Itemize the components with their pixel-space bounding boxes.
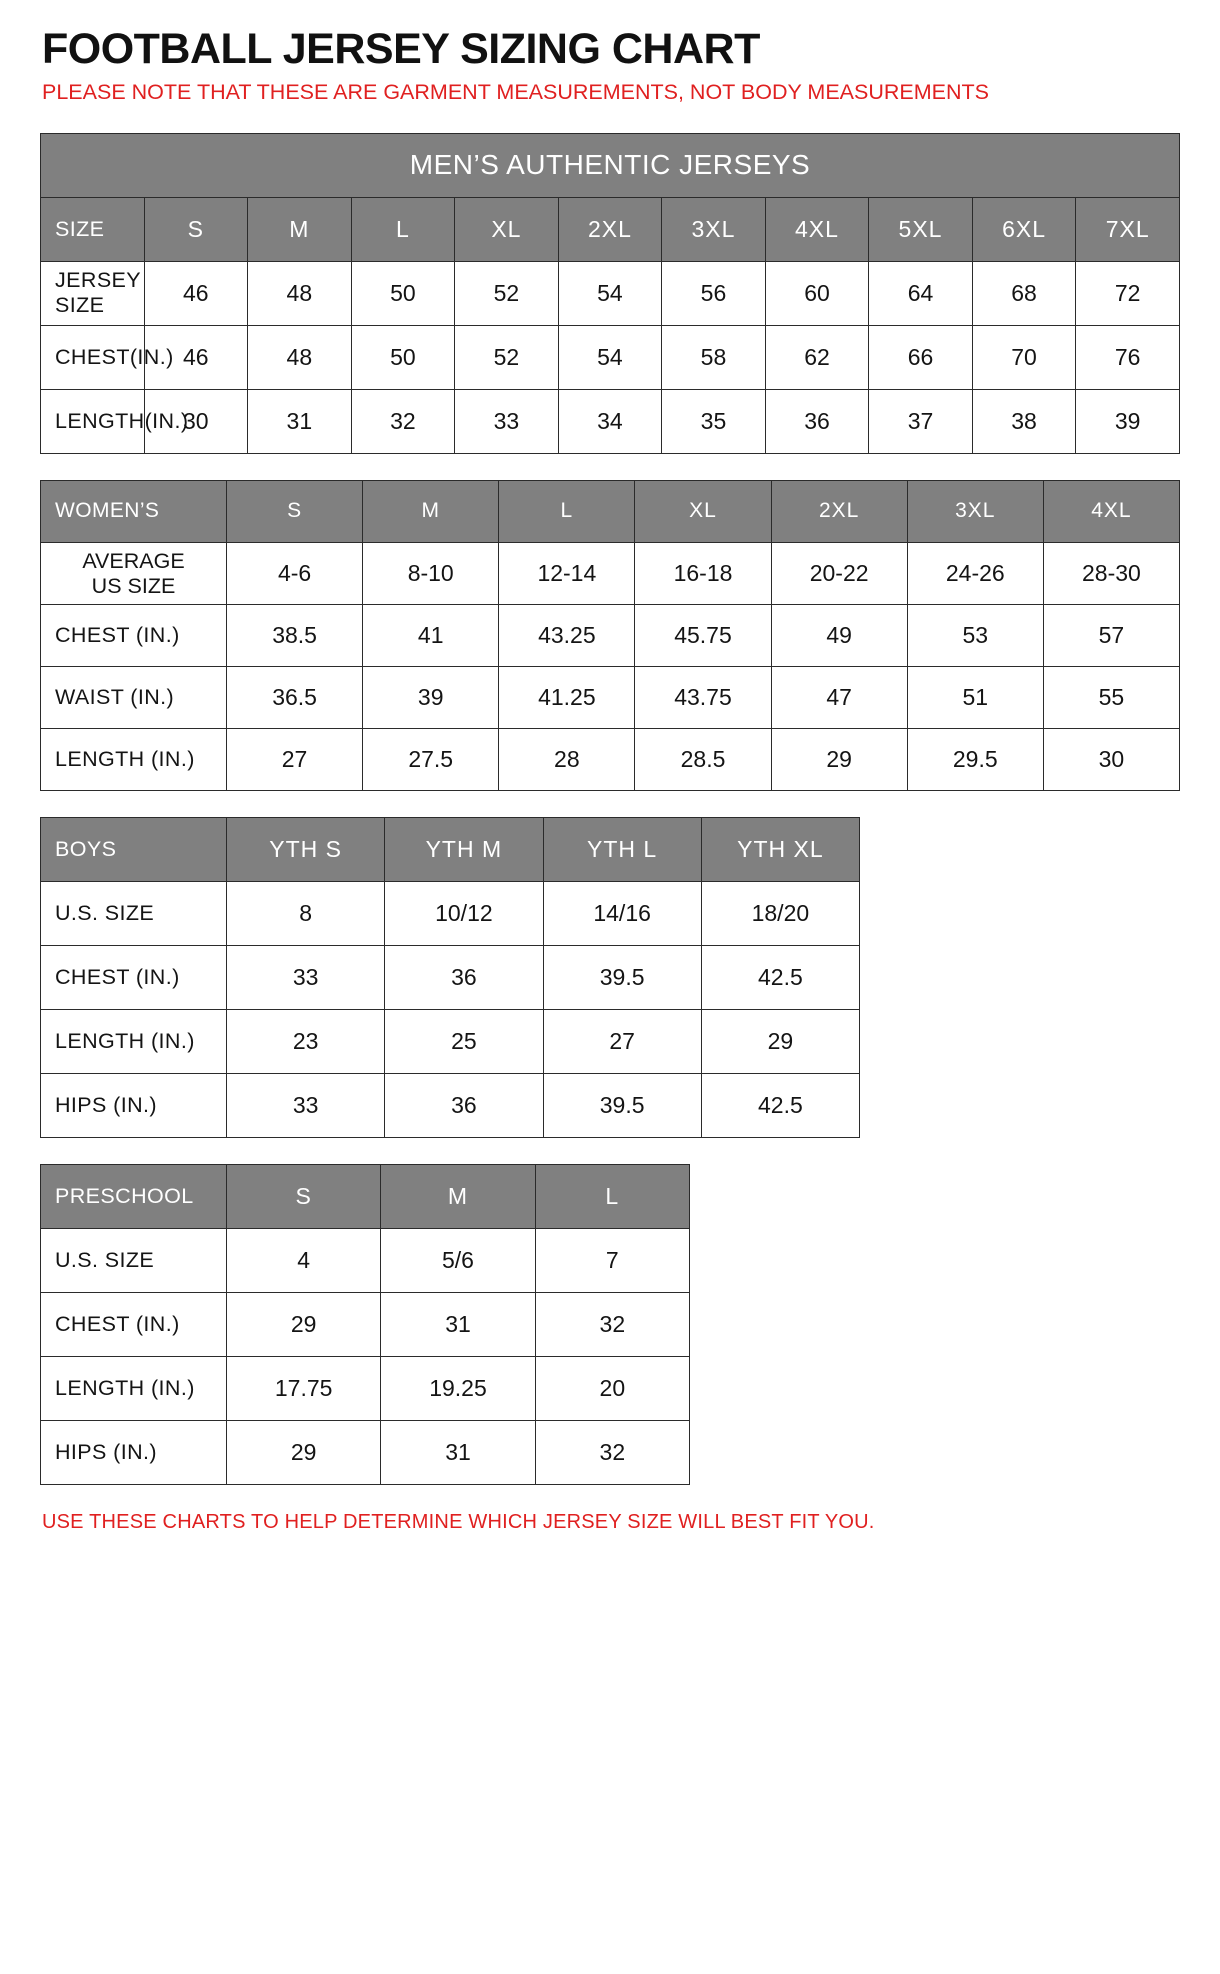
preschool-header-s: S <box>227 1165 381 1229</box>
womens-us-size-l: 12-14 <box>499 542 635 604</box>
mens-chest-2xl: 54 <box>558 325 662 389</box>
womens-chest-3xl: 53 <box>907 605 1043 667</box>
boys-length-yth-m: 25 <box>385 1010 543 1074</box>
footer-note: USE THESE CHARTS TO HELP DETERMINE WHICH JERSEY SIZE WILL BEST FIT YOU. <box>42 1511 875 1534</box>
womens-chest-4xl: 57 <box>1043 605 1179 667</box>
mens-jersey-size-6xl: 68 <box>972 261 1076 325</box>
boys-us-size-yth-m: 10/12 <box>385 882 543 946</box>
table-row <box>41 667 1180 729</box>
mens-length-2xl: 34 <box>558 389 662 453</box>
mens-length-7xl: 39 <box>1076 389 1180 453</box>
mens-length-s: 30 <box>144 389 248 453</box>
boys-hips-yth-m: 36 <box>385 1074 543 1138</box>
womens-us-size-2xl: 20-22 <box>771 542 907 604</box>
mens-header-5xl: 5XL <box>869 197 973 261</box>
womens-row-label-line1: AVERAGE <box>82 548 185 573</box>
womens-header-l: L <box>499 480 635 542</box>
mens-chest-xl: 52 <box>455 325 559 389</box>
mens-jersey-size-3xl: 56 <box>662 261 766 325</box>
mens-row-label-length: LENGTH(IN.) <box>41 389 145 453</box>
mens-chest-3xl: 58 <box>662 325 766 389</box>
preschool-header-row <box>41 1165 690 1229</box>
boys-header-yth-m: YTH M <box>385 818 543 882</box>
boys-hips-yth-xl: 42.5 <box>701 1074 859 1138</box>
mens-chest-m: 48 <box>248 325 352 389</box>
womens-waist-s: 36.5 <box>227 667 363 729</box>
boys-youth-jerseys-table <box>40 817 860 1138</box>
mens-header-m: M <box>248 197 352 261</box>
mens-row-label-jersey-size: JERSEY SIZE <box>41 261 145 325</box>
mens-chest-s: 46 <box>144 325 248 389</box>
table-row <box>41 542 1180 604</box>
table-row <box>41 946 860 1010</box>
table-row <box>41 1421 690 1485</box>
preschool-hips-l: 32 <box>535 1421 689 1485</box>
womens-header-4xl: 4XL <box>1043 480 1179 542</box>
womens-row-label-line2: US SIZE <box>91 573 176 598</box>
boys-row-label-hips: HIPS (IN.) <box>41 1074 227 1138</box>
womens-us-size-s: 4-6 <box>227 542 363 604</box>
womens-length-s: 27 <box>227 729 363 791</box>
mens-chest-4xl: 62 <box>765 325 869 389</box>
preschool-length-s: 17.75 <box>227 1357 381 1421</box>
preschool-row-label-hips: HIPS (IN.) <box>41 1421 227 1485</box>
womens-chest-l: 43.25 <box>499 605 635 667</box>
boys-header-label: BOYS <box>41 818 227 882</box>
preschool-us-size-l: 7 <box>535 1229 689 1293</box>
mens-chest-l: 50 <box>351 325 455 389</box>
womens-us-size-4xl: 28-30 <box>1043 542 1179 604</box>
table-row <box>41 1010 860 1074</box>
table-row <box>41 1293 690 1357</box>
preschool-hips-m: 31 <box>381 1421 535 1485</box>
mens-header-6xl: 6XL <box>972 197 1076 261</box>
mens-jersey-size-7xl: 72 <box>1076 261 1180 325</box>
mens-jersey-size-s: 46 <box>144 261 248 325</box>
boys-us-size-yth-l: 14/16 <box>543 882 701 946</box>
boys-header-row <box>41 818 860 882</box>
mens-jersey-size-2xl: 54 <box>558 261 662 325</box>
table-row <box>41 1357 690 1421</box>
boys-header-yth-s: YTH S <box>227 818 385 882</box>
womens-chest-2xl: 49 <box>771 605 907 667</box>
mens-length-l: 32 <box>351 389 455 453</box>
mens-row-label-chest: CHEST(IN.) <box>41 325 145 389</box>
womens-length-m: 27.5 <box>363 729 499 791</box>
mens-length-6xl: 38 <box>972 389 1076 453</box>
preschool-header-label: PRESCHOOL <box>41 1165 227 1229</box>
boys-row-label-length: LENGTH (IN.) <box>41 1010 227 1074</box>
womens-waist-2xl: 47 <box>771 667 907 729</box>
boys-header-yth-l: YTH L <box>543 818 701 882</box>
womens-row-label-waist: WAIST (IN.) <box>41 667 227 729</box>
womens-header-s: S <box>227 480 363 542</box>
boys-us-size-yth-xl: 18/20 <box>701 882 859 946</box>
womens-length-3xl: 29.5 <box>907 729 1043 791</box>
preschool-us-size-m: 5/6 <box>381 1229 535 1293</box>
boys-header-yth-xl: YTH XL <box>701 818 859 882</box>
womens-header-3xl: 3XL <box>907 480 1043 542</box>
mens-length-3xl: 35 <box>662 389 766 453</box>
mens-header-size: SIZE <box>41 197 145 261</box>
boys-row-label-chest: CHEST (IN.) <box>41 946 227 1010</box>
page-title: FOOTBALL JERSEY SIZING CHART <box>42 25 760 73</box>
mens-chest-7xl: 76 <box>1076 325 1180 389</box>
womens-us-size-xl: 16-18 <box>635 542 771 604</box>
womens-chest-xl: 45.75 <box>635 605 771 667</box>
womens-waist-4xl: 55 <box>1043 667 1179 729</box>
preschool-header-l: L <box>535 1165 689 1229</box>
preschool-jerseys-table <box>40 1164 690 1485</box>
womens-header-xl: XL <box>635 480 771 542</box>
preschool-us-size-s: 4 <box>227 1229 381 1293</box>
womens-length-4xl: 30 <box>1043 729 1179 791</box>
boys-length-yth-xl: 29 <box>701 1010 859 1074</box>
mens-jersey-size-4xl: 60 <box>765 261 869 325</box>
mens-header-7xl: 7XL <box>1076 197 1180 261</box>
womens-waist-l: 41.25 <box>499 667 635 729</box>
mens-chest-6xl: 70 <box>972 325 1076 389</box>
womens-waist-m: 39 <box>363 667 499 729</box>
boys-hips-yth-l: 39.5 <box>543 1074 701 1138</box>
womens-jerseys-table <box>40 480 1180 791</box>
mens-header-xl: XL <box>455 197 559 261</box>
mens-jersey-size-l: 50 <box>351 261 455 325</box>
womens-row-label-average-us-size <box>41 542 227 604</box>
womens-header-label: WOMEN’S <box>41 480 227 542</box>
mens-length-m: 31 <box>248 389 352 453</box>
table-row <box>41 261 1180 325</box>
mens-header-s: S <box>144 197 248 261</box>
table-row <box>41 1074 860 1138</box>
mens-length-xl: 33 <box>455 389 559 453</box>
mens-header-row <box>41 197 1180 261</box>
mens-banner-label: MEN’S AUTHENTIC JERSEYS <box>41 133 1180 197</box>
womens-header-row <box>41 480 1180 542</box>
table-row <box>41 325 1180 389</box>
table-row <box>41 1229 690 1293</box>
womens-length-2xl: 29 <box>771 729 907 791</box>
mens-header-2xl: 2XL <box>558 197 662 261</box>
table-row <box>41 389 1180 453</box>
preschool-row-label-chest: CHEST (IN.) <box>41 1293 227 1357</box>
boys-chest-yth-xl: 42.5 <box>701 946 859 1010</box>
boys-length-yth-s: 23 <box>227 1010 385 1074</box>
preschool-chest-m: 31 <box>381 1293 535 1357</box>
womens-length-l: 28 <box>499 729 635 791</box>
mens-length-5xl: 37 <box>869 389 973 453</box>
womens-chest-m: 41 <box>363 605 499 667</box>
mens-header-l: L <box>351 197 455 261</box>
preschool-chest-s: 29 <box>227 1293 381 1357</box>
boys-row-label-us-size: U.S. SIZE <box>41 882 227 946</box>
womens-header-2xl: 2XL <box>771 480 907 542</box>
mens-jersey-size-5xl: 64 <box>869 261 973 325</box>
table-row <box>41 882 860 946</box>
table-row <box>41 605 1180 667</box>
boys-chest-yth-l: 39.5 <box>543 946 701 1010</box>
mens-banner-row <box>41 133 1180 197</box>
womens-waist-3xl: 51 <box>907 667 1043 729</box>
table-row <box>41 729 1180 791</box>
preschool-row-label-length: LENGTH (IN.) <box>41 1357 227 1421</box>
boys-us-size-yth-s: 8 <box>227 882 385 946</box>
mens-header-3xl: 3XL <box>662 197 766 261</box>
boys-chest-yth-s: 33 <box>227 946 385 1010</box>
boys-chest-yth-m: 36 <box>385 946 543 1010</box>
garment-measurement-note: PLEASE NOTE THAT THESE ARE GARMENT MEASUREMENTS, NOT BODY MEASUREMENTS <box>42 80 989 105</box>
mens-length-4xl: 36 <box>765 389 869 453</box>
mens-jersey-size-xl: 52 <box>455 261 559 325</box>
mens-chest-5xl: 66 <box>869 325 973 389</box>
preschool-length-l: 20 <box>535 1357 689 1421</box>
mens-jersey-size-m: 48 <box>248 261 352 325</box>
mens-authentic-jerseys-table <box>40 133 1180 454</box>
womens-length-xl: 28.5 <box>635 729 771 791</box>
mens-header-4xl: 4XL <box>765 197 869 261</box>
womens-waist-xl: 43.75 <box>635 667 771 729</box>
womens-us-size-m: 8-10 <box>363 542 499 604</box>
boys-length-yth-l: 27 <box>543 1010 701 1074</box>
preschool-header-m: M <box>381 1165 535 1229</box>
preschool-row-label-us-size: U.S. SIZE <box>41 1229 227 1293</box>
boys-hips-yth-s: 33 <box>227 1074 385 1138</box>
preschool-length-m: 19.25 <box>381 1357 535 1421</box>
womens-us-size-3xl: 24-26 <box>907 542 1043 604</box>
womens-row-label-chest: CHEST (IN.) <box>41 605 227 667</box>
preschool-chest-l: 32 <box>535 1293 689 1357</box>
womens-chest-s: 38.5 <box>227 605 363 667</box>
womens-header-m: M <box>363 480 499 542</box>
womens-row-label-length: LENGTH (IN.) <box>41 729 227 791</box>
preschool-hips-s: 29 <box>227 1421 381 1485</box>
